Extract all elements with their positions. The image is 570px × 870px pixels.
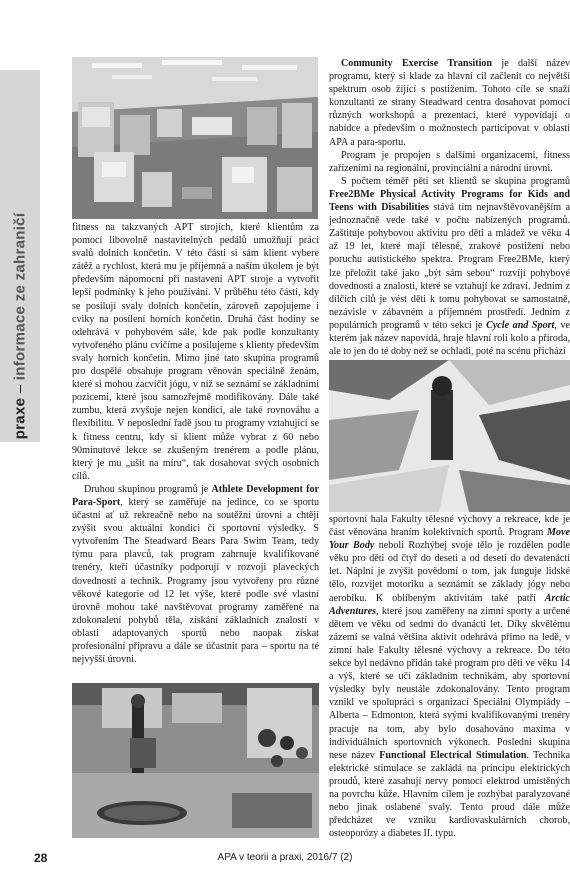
paragraph: Program je propojen s dalšími organizacemi, fitness zařízeními na regionální, provinciální a národní úrovni. — [329, 149, 570, 174]
gymnasium-child-photo — [72, 683, 319, 838]
paragraph: Druhou skupinou programů je Athlete Development for Para-Sport, který se zaměřuje na jedince, co se sportu účastní ať už rekreačně nebo na soutěžní úrovni a chtějí zvýšit svou aktuální kondici či sportovní výsledky. S vytvořením The Steadward Bears Para Swim Team, tedy týmu para plavců, tak program zahrnuje kvalifikované trenéry, kteří účastníky podporují v rozvoji plaveckých dovedností a technik. Programy jsou vytvořeny pro různé věkové kategorie od 12 let výše, které podle své vlastní úrovně mohou také navštěvovat programy zaměřené na zdokonalení pohybů těla, získání základních znalostí v oblasti adaptovaných sportů nebo naopak získat profesionální přípravu a dále se účastnit para – sportu na té nejvyšší úrovni. — [72, 483, 319, 666]
page-number: 28 — [34, 851, 48, 865]
paragraph: sportovní hala Fakulty tělesné výchovy a rekreace, kde je část věnována hraním kolektivních sportů. Program Move Your Body neboli Rozhýbej svoje tělo je rozdělen podle věku pro děti od čtyř do deseti a od deseti do devatenácti let. Náplní je zvýšit povědomí o tom, jak funguje lidské tělo, rozvíjet motoriku a seznámit se základy jógy nebo aerobiku. K oblíbeným aktivitám také patří Arctic Adventures, které jsou zaměřeny na zimní sporty a určené dětem ve věku od sedmi do dvanácti let. Díky skvělému zázemí se valná většina aktivit odehrává přímo na ledě, v zimní hale Fakulty tělesné výchovy a rekreace. Do této sekce byl nedávno přidán také program pro děti ve věku 14 a výš, které se učí základním technikám, aby sportovní výsledky byly neustále zdokonalovány. Tento program vznikl ve spolupráci s organizací Speciální Olympiády – Alberta – Edmonton, která svými kvalifikovanými trenéry pracuje na tom, aby bylo dosahováno maxima v individuálních sportovních výkonech. Poslední skupina nese název Functional Electrical Stimulation. Technika elektrické stimulace se zakládá na principu elektrických proudů, které zasahují nervy pomocí elektrod umístěných na povrchu kůže. Hlavním cílem je rozhýbat paralyzované nebo jinak oslabené svaly. Tento proud dále může předcházet ve vzniku kardiovaskulárních chorob, osteoporózy a diabetes II. typu. — [329, 514, 570, 840]
section-label: praxe – informace ze zahraničí — [11, 212, 29, 440]
paragraph: S počtem téměř pěti set klientů se skupina programů Free2BMe Physical Activity Programs for Kids and Teens with Disabilities stává tím nejnavštěvovanějším a jednoznačně vede také v počtu nabízených programů. Zaštituje pohybovou aktivitu pro děti a mládež ve věku 4 až 19 let, které mají tělesné, zrakové postižení nebo poruchu autistického spektra. Program Free2BMe, který lze přeložit také jako „být sám sebou“ rozvíjí pohybové dovednosti a znalosti, které se vztahují ke zdraví. Jedním z dílčích cílů je vést děti k tomu pohybovat se samostatně, nezávisle v zábavném a příjemném prostředí. Jedním z populárních programů v této sekci je Cycle and Sport, ve kterém jak název napovídá, hraje hlavní roli kolo a příroda, ale to jen do té doby než se ochladí, poté na scénu přichází — [329, 175, 570, 358]
gym-machines-photo — [72, 57, 318, 219]
section-side-tab — [0, 70, 40, 442]
parachute-play-photo — [329, 360, 570, 512]
column-2-text-bottom — [329, 513, 570, 840]
journal-citation: APA v teorii a praxi, 2016/7 (2) — [217, 852, 353, 863]
column-1-text — [72, 221, 319, 666]
column-2-text-top — [329, 57, 570, 358]
paragraph: Community Exercise Transition je další název programu, který si klade za hlavní cíl začlenit co největší spektrum osob žijící s postižením. Tohoto cíle se snaží konzultanti ze strany Steadward centra dosahovat pomocí různých workshopů a prezentací, které vypovídají o nabídce a především o možnostech participovat v oblasti APA a para-sportu. — [329, 58, 570, 148]
paragraph: fitness na takzvaných APT strojích, které klientům za pomocí libovolně nastavitelných pedálů umožňují práci svalů dolních končetin. V této části si sám klient vybere zátěž a rychlost, která mu je příjemná a naším úkolem je být především nápomocní při nastavení APT stroje a vytvořit lepší podmínky k jeho používání. V průběhu této části, kdy se posilují svaly dolních končetin, zároveň zapojujeme i cviky na posílení horních končetin. Druhá část hodiny se odehrává v pohybovém sále, kde pak podle konzultanty vytvořeného plánu cvičíme a posilujeme s klienty především svaly horních končetin. Mimo jiné tato skupina programů pro dospělé obsahuje program věnován speciálně ženám, které si mohou zacvičit jógu, v níž se seznámí se základními pozicemi, které jsou samozřejmě modifikovány. Dále také zumbu, která zvyšuje nejen kondici, ale také rovnováhu a flexibilitu. V neposlední řadě jsou tu programy vztahující se k fitness centru, kdy si klient může vybrat z 60 nebo 90minutové lekce se zkušeným trenérem a podle plánu, který je mu „ušit na míru“, tak dosahovat svých osobních cílů. — [72, 222, 319, 482]
